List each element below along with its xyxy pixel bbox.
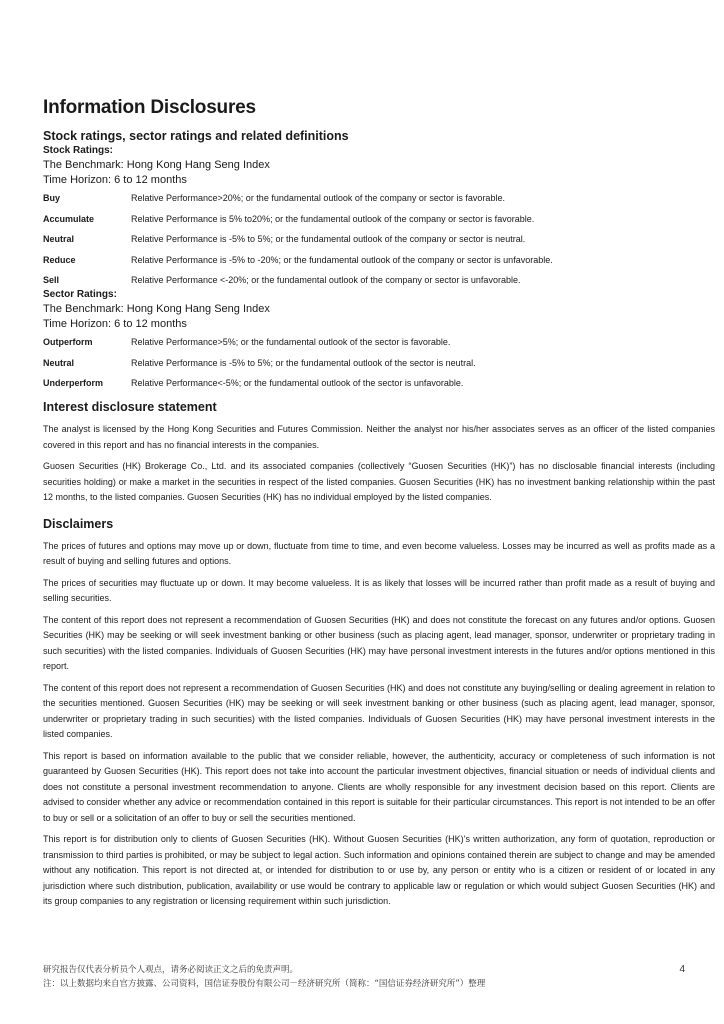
sector-horizon: Time Horizon: 6 to 12 months	[43, 318, 187, 330]
rating-row	[43, 254, 715, 266]
rating-definition: Relative Performance is -5% to 5%; or the fundamental outlook of the sector is neutral.	[131, 357, 476, 368]
stock-horizon: Time Horizon: 6 to 12 months	[43, 174, 187, 186]
rating-term: Underperform	[43, 378, 104, 388]
stock-ratings-table	[43, 192, 715, 286]
rating-row	[43, 213, 715, 225]
stock-ratings-label: Stock Ratings:	[43, 145, 114, 156]
disclaimer-paragraph: The content of this report does not represent a recommendation of Guosen Securities (HK) and does not constitute any buying/selling or dealing agreement in relation to the securities mentioned. Guosen Securities (HK) may be seeking or will seek investment banking or other business (such as placing agent, lead manager, sponsor, underwriter or proprietary trading in such securities) with the listed companies. Individuals of Guosen Securities (HK) may have personal investment interests in the listed companies.	[43, 682, 715, 739]
rating-definition: Relative Performance is -5% to 5%; or the fundamental outlook of the company or sector is neutral.	[131, 234, 526, 244]
rating-term: Outperform	[43, 337, 93, 347]
rating-row	[43, 377, 715, 389]
rating-definition: Relative Performance is 5% to20%; or the fundamental outlook of the company or sector is favorable.	[131, 213, 535, 224]
rating-term: Sell	[43, 275, 60, 285]
page-number: 4	[679, 964, 685, 975]
disclaimers-heading: Disclaimers	[43, 516, 114, 531]
rating-row	[43, 274, 715, 286]
page-title: Information Disclosures	[43, 97, 256, 118]
disclaimer-paragraph: The prices of securities may fluctuate up or down. It may become valueless. It is as likely that losses will be incurred rather than profit made as a result of buying and selling securities.	[43, 577, 715, 603]
rating-term: Neutral	[43, 357, 75, 368]
disclaimer-paragraph: This report is based on information available to the public that we consider reliable, however, the authenticity, accuracy or completeness of such information is not guaranteed by Guosen Securities (HK). This report does not take into account the particular investment objectives, financial situation or needs of individual clients and does not constitute a personal investment recommendation to anyone. Clients are wholly responsible for any investment decision based on this report. Clients are advised to consider whether any advice or recommendation contained in this report is suitable for their particular circumstances. This report is not intended to be an offer to buy or sell or a solicitation of an offer to buy or sell the securities mentioned.	[43, 750, 715, 823]
rating-definition: Relative Performance <-20%; or the fundamental outlook of the company or sector is unfavorable.	[131, 275, 521, 285]
interest-paragraph: The analyst is licensed by the Hong Kong Securities and Futures Commission. Neither the analyst nor his/her associates serves as an officer of the listed companies covered in this report and has no financial interests in the companies.	[43, 424, 715, 450]
rating-definition: Relative Performance<-5%; or the fundamental outlook of the sector is unfavorable.	[131, 378, 464, 388]
stock-benchmark: The Benchmark: Hong Kong Hang Seng Index	[43, 159, 270, 171]
sector-ratings-table	[43, 336, 715, 389]
sector-benchmark: The Benchmark: Hong Kong Hang Seng Index	[43, 303, 270, 315]
rating-term: Reduce	[43, 254, 76, 265]
sector-ratings-label: Sector Ratings:	[43, 289, 117, 300]
footer-source-note: 注：以上数据均来自官方披露、公司资料，国信证券股份有限公司－经济研究所（简称：“国信证券经济研究所”）整理	[43, 979, 486, 989]
ratings-heading: Stock ratings, sector ratings and related definitions	[43, 129, 349, 143]
rating-term: Accumulate	[43, 213, 95, 224]
document-page	[43, 96, 715, 916]
interest-heading: Interest disclosure statement	[43, 400, 217, 414]
disclaimer-paragraph: This report is for distribution only to clients of Guosen Securities (HK). Without Guosen Securities (HK)’s written authorization, any form of quotation, reproduction or transmission to third parties is prohibited, or may be subject to legal action. Such information and opinions contained therein are subject to change and may be amended without any notification. This report is not directed at, or intended for distribution to or use by, any person or entity who is a citizen or resident of or located in any jurisdiction where such distribution, publication, availability or use would be contrary to applicable law or regulation or which would subject Guosen Securities (HK) and its group companies to any registration or licensing requirement within such jurisdiction.	[43, 834, 715, 906]
rating-definition: Relative Performance>5%; or the fundamental outlook of the sector is favorable.	[131, 337, 451, 347]
interest-paragraph: Guosen Securities (HK) Brokerage Co., Ltd. and its associated companies (collectively “Guosen Securities (HK)”) has no disclosable financial interests (including securities holding) or make a market in the securities in respect of the listed companies. Guosen Securities (HK) has no investment banking relationship within the past 12 months, to the listed companies. Guosen Securities (HK) has no individual employed by the listed companies.	[43, 461, 715, 502]
rating-row	[43, 357, 715, 369]
rating-term: Neutral	[43, 234, 75, 244]
rating-row	[43, 233, 715, 245]
disclaimer-paragraph: The content of this report does not represent a recommendation of Guosen Securities (HK) and does not constitute the forecast on any futures and/or options. Guosen Securities (HK) may be seeking or will seek investment banking or other business (such as placing agent, lead manager, sponsor, underwriter or proprietary trading in such securities) with the listed companies. Individuals of Guosen Securities (HK) may have personal investment interests in the futures and/or options mentioned in this report.	[43, 614, 715, 671]
rating-term: Buy	[43, 193, 61, 203]
page-footer	[43, 963, 715, 991]
disclaimer-paragraph: The prices of futures and options may move up or down, fluctuate from time to time, and even become valueless. Losses may be incurred as well as profits made as a result of buying and selling futures and options.	[43, 540, 715, 566]
rating-definition: Relative Performance is -5% to -20%; or the fundamental outlook of the company or sector is unfavorable.	[131, 254, 553, 265]
rating-definition: Relative Performance>20%; or the fundamental outlook of the company or sector is favorable.	[131, 193, 505, 203]
footer-disclaimer-note: 研究报告仅代表分析员个人观点，请务必阅读正文之后的免责声明。	[43, 965, 299, 975]
rating-row	[43, 192, 715, 204]
rating-row	[43, 336, 715, 348]
